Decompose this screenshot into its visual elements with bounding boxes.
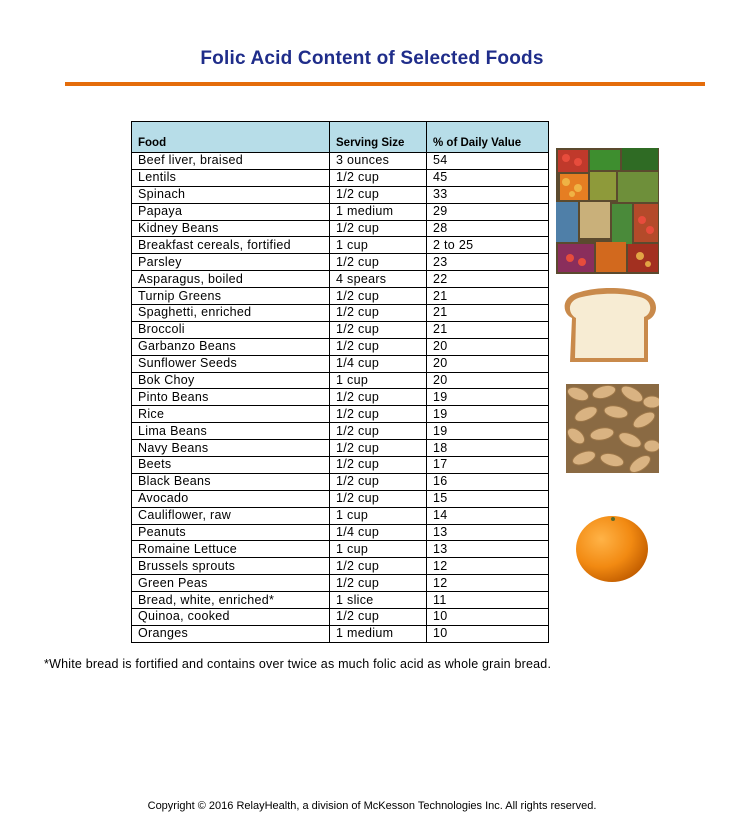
daily-value-cell: 21	[427, 321, 549, 338]
table-row	[132, 423, 549, 440]
food-name-cell: Romaine Lettuce	[132, 541, 330, 558]
food-name-cell: Bok Choy	[132, 372, 330, 389]
table-row	[132, 305, 549, 322]
orange-photo	[575, 515, 649, 583]
food-name-cell: Lima Beans	[132, 423, 330, 440]
serving-size-cell: 1/2 cup	[330, 338, 427, 355]
copyright-notice: Copyright © 2016 RelayHealth, a division of McKesson Technologies Inc. All rights reserved.	[147, 800, 597, 812]
food-name-cell: Navy Beans	[132, 440, 330, 457]
table-row	[132, 372, 549, 389]
header-food: Food	[132, 122, 330, 153]
daily-value-cell: 45	[427, 169, 549, 186]
serving-size-cell: 1/2 cup	[330, 575, 427, 592]
table-row	[132, 237, 549, 254]
daily-value-cell: 13	[427, 541, 549, 558]
serving-size-cell: 1 cup	[330, 372, 427, 389]
daily-value-cell: 15	[427, 490, 549, 507]
daily-value-cell: 13	[427, 524, 549, 541]
serving-size-cell: 1 cup	[330, 507, 427, 524]
serving-size-cell: 1/2 cup	[330, 321, 427, 338]
table-row	[132, 355, 549, 372]
food-name-cell: Spinach	[132, 186, 330, 203]
daily-value-cell: 16	[427, 473, 549, 490]
serving-size-cell: 1 medium	[330, 625, 427, 642]
food-name-cell: Kidney Beans	[132, 220, 330, 237]
serving-size-cell: 1/2 cup	[330, 473, 427, 490]
page-title: Folic Acid Content of Selected Foods	[200, 48, 544, 69]
food-name-cell: Turnip Greens	[132, 288, 330, 305]
serving-size-cell: 1/2 cup	[330, 220, 427, 237]
serving-size-cell: 1/2 cup	[330, 169, 427, 186]
food-name-cell: Asparagus, boiled	[132, 271, 330, 288]
daily-value-cell: 20	[427, 355, 549, 372]
vegetables-photo	[556, 148, 659, 274]
food-name-cell: Spaghetti, enriched	[132, 305, 330, 322]
daily-value-cell: 10	[427, 609, 549, 626]
header-serving-size: Serving Size	[330, 122, 427, 153]
serving-size-cell: 1 slice	[330, 592, 427, 609]
serving-size-cell: 1/4 cup	[330, 355, 427, 372]
daily-value-cell: 22	[427, 271, 549, 288]
food-name-cell: Brussels sprouts	[132, 558, 330, 575]
food-name-cell: Beef liver, braised	[132, 153, 330, 170]
table-row	[132, 271, 549, 288]
bread-slice-photo	[560, 288, 658, 364]
food-name-cell: Beets	[132, 457, 330, 474]
daily-value-cell: 23	[427, 254, 549, 271]
peanuts-photo	[566, 384, 659, 473]
food-name-cell: Sunflower Seeds	[132, 355, 330, 372]
table-row	[132, 321, 549, 338]
daily-value-cell: 12	[427, 558, 549, 575]
serving-size-cell: 1/2 cup	[330, 389, 427, 406]
food-name-cell: Breakfast cereals, fortified	[132, 237, 330, 254]
table-row	[132, 406, 549, 423]
food-name-cell: Pinto Beans	[132, 389, 330, 406]
daily-value-cell: 29	[427, 203, 549, 220]
serving-size-cell: 3 ounces	[330, 153, 427, 170]
serving-size-cell: 1/2 cup	[330, 186, 427, 203]
serving-size-cell: 1/2 cup	[330, 423, 427, 440]
daily-value-cell: 18	[427, 440, 549, 457]
serving-size-cell: 1/4 cup	[330, 524, 427, 541]
daily-value-cell: 19	[427, 423, 549, 440]
daily-value-cell: 2 to 25	[427, 237, 549, 254]
food-name-cell: Lentils	[132, 169, 330, 186]
table-row	[132, 507, 549, 524]
daily-value-cell: 14	[427, 507, 549, 524]
table-row	[132, 203, 549, 220]
daily-value-cell: 21	[427, 305, 549, 322]
table-row	[132, 609, 549, 626]
daily-value-cell: 20	[427, 372, 549, 389]
table-row	[132, 524, 549, 541]
table-row	[132, 186, 549, 203]
serving-size-cell: 1/2 cup	[330, 440, 427, 457]
serving-size-cell: 1/2 cup	[330, 558, 427, 575]
table-row	[132, 338, 549, 355]
serving-size-cell: 1/2 cup	[330, 406, 427, 423]
table-row	[132, 169, 549, 186]
food-name-cell: Green Peas	[132, 575, 330, 592]
food-name-cell: Papaya	[132, 203, 330, 220]
serving-size-cell: 1/2 cup	[330, 609, 427, 626]
daily-value-cell: 12	[427, 575, 549, 592]
daily-value-cell: 17	[427, 457, 549, 474]
title-divider	[65, 82, 705, 86]
footnote: *White bread is fortified and contains over twice as much folic acid as whole grain bread.	[44, 657, 552, 671]
serving-size-cell: 1 medium	[330, 203, 427, 220]
serving-size-cell: 1/2 cup	[330, 490, 427, 507]
serving-size-cell: 1 cup	[330, 541, 427, 558]
serving-size-cell: 1/2 cup	[330, 288, 427, 305]
food-name-cell: Garbanzo Beans	[132, 338, 330, 355]
table-row	[132, 575, 549, 592]
table-row	[132, 541, 549, 558]
food-name-cell: Black Beans	[132, 473, 330, 490]
serving-size-cell: 1 cup	[330, 237, 427, 254]
food-name-cell: Broccoli	[132, 321, 330, 338]
table-row	[132, 440, 549, 457]
daily-value-cell: 20	[427, 338, 549, 355]
food-name-cell: Oranges	[132, 625, 330, 642]
serving-size-cell: 1/2 cup	[330, 305, 427, 322]
daily-value-cell: 19	[427, 389, 549, 406]
table-row	[132, 220, 549, 237]
food-name-cell: Bread, white, enriched*	[132, 592, 330, 609]
food-name-cell: Parsley	[132, 254, 330, 271]
serving-size-cell: 1/2 cup	[330, 254, 427, 271]
table-header-row	[132, 122, 549, 153]
folic-acid-table	[131, 121, 549, 643]
table-row	[132, 558, 549, 575]
table-row	[132, 592, 549, 609]
food-name-cell: Avocado	[132, 490, 330, 507]
food-name-cell: Cauliflower, raw	[132, 507, 330, 524]
serving-size-cell: 4 spears	[330, 271, 427, 288]
food-name-cell: Peanuts	[132, 524, 330, 541]
food-name-cell: Rice	[132, 406, 330, 423]
table-row	[132, 153, 549, 170]
daily-value-cell: 10	[427, 625, 549, 642]
table-row	[132, 457, 549, 474]
daily-value-cell: 28	[427, 220, 549, 237]
table-row	[132, 490, 549, 507]
header-daily-value: % of Daily Value	[427, 122, 549, 153]
table-row	[132, 625, 549, 642]
daily-value-cell: 33	[427, 186, 549, 203]
daily-value-cell: 54	[427, 153, 549, 170]
table-row	[132, 288, 549, 305]
daily-value-cell: 21	[427, 288, 549, 305]
table-row	[132, 473, 549, 490]
serving-size-cell: 1/2 cup	[330, 457, 427, 474]
table-row	[132, 389, 549, 406]
daily-value-cell: 19	[427, 406, 549, 423]
food-name-cell: Quinoa, cooked	[132, 609, 330, 626]
daily-value-cell: 11	[427, 592, 549, 609]
table-row	[132, 254, 549, 271]
